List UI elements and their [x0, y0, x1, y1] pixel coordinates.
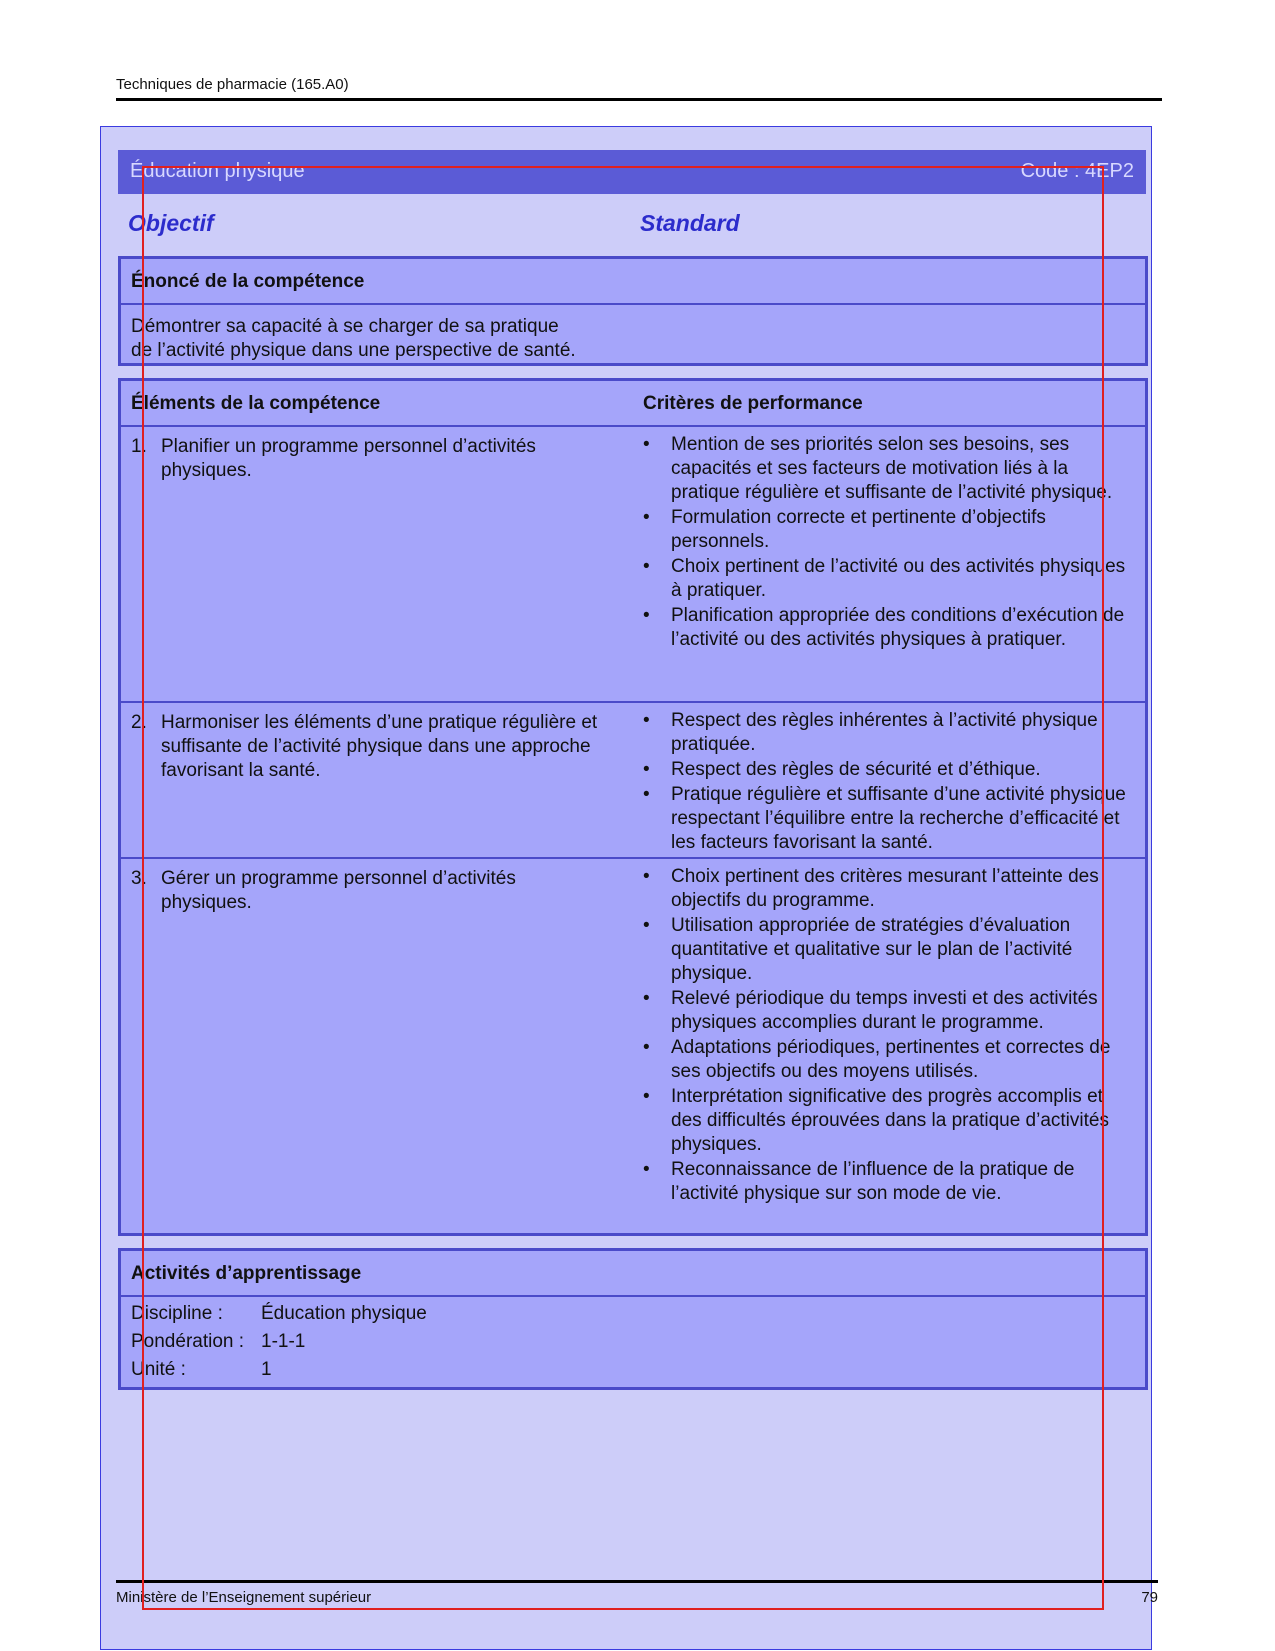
criterion — [643, 783, 1133, 855]
statement-line-2: de l’activité physique dans une perspective de santé. — [131, 340, 576, 361]
bullet-icon: • — [643, 1086, 650, 1107]
ministry-name: Ministère de l’Enseignement supérieur — [116, 1589, 372, 1606]
criterion-text: Choix pertinent des critères mesurant l’atteinte des objectifs du programme. — [671, 866, 1099, 911]
criterion-text: Reconnaissance de l’influence de la pratique de l’activité physique sur son mode de vie. — [671, 1159, 1075, 1204]
page-header — [116, 76, 1162, 101]
activities-header — [121, 1251, 1145, 1297]
criterion-text: Adaptations périodiques, pertinentes et correctes de ses objectifs ou des moyens utilisés. — [671, 1037, 1111, 1082]
course-title: Éducation physique — [130, 160, 305, 182]
criterion-text: Utilisation appropriée de stratégies d’évaluation quantitative et qualitative sur le plan de l’activité physique. — [671, 915, 1073, 984]
bullet-icon: • — [643, 915, 650, 936]
bullet-icon: • — [643, 988, 650, 1009]
discipline-value: Éducation physique — [261, 1303, 427, 1324]
unit-value: 1 — [261, 1359, 272, 1380]
statement-text — [121, 305, 1145, 363]
element-row — [121, 859, 1145, 1233]
elements-box — [118, 378, 1148, 1236]
criterion — [643, 758, 1133, 782]
bullet-icon: • — [643, 556, 650, 577]
criterion-text: Pratique régulière et suffisante d’une activité physique respectant l’équilibre entre la recherche d’efficacité et les facteurs favorisant la santé. — [671, 784, 1126, 853]
statement-heading: Énoncé de la compétence — [131, 271, 365, 292]
statement-line-1: Démontrer sa capacité à se charger de sa pratique — [131, 316, 559, 337]
column-headings — [118, 206, 1146, 240]
element-row — [121, 703, 1145, 859]
unit-label: Unité : — [131, 1359, 186, 1380]
criteria-list — [643, 433, 1133, 653]
criterion — [643, 506, 1133, 554]
bullet-icon: • — [643, 1159, 650, 1180]
bullet-icon: • — [643, 784, 650, 805]
discipline-label: Discipline : — [131, 1303, 223, 1324]
page-footer — [116, 1580, 1158, 1609]
criterion-text: Mention de ses priorités selon ses besoins, ses capacités et ses facteurs de motivation liés à la pratique régulière et suffisante de l’activité physique. — [671, 434, 1113, 503]
activities-heading: Activités d’apprentissage — [131, 1263, 362, 1284]
weighting-value: 1-1-1 — [261, 1331, 306, 1352]
criterion — [643, 604, 1133, 652]
objective-heading: Objectif — [128, 210, 214, 236]
criterion — [643, 433, 1133, 505]
activities-details — [121, 1297, 1145, 1385]
discipline-line — [121, 1301, 1145, 1329]
program-title: Techniques de pharmacie (165.A0) — [116, 76, 349, 93]
criterion-text: Formulation correcte et pertinente d’objectifs personnels. — [671, 507, 1046, 552]
criterion-text: Respect des règles inhérentes à l’activité physique pratiquée. — [671, 710, 1098, 755]
criteria-list — [643, 865, 1133, 1207]
statement-box — [118, 256, 1148, 366]
criterion-text: Interprétation significative des progrès accomplis et des difficultés éprouvées dans la pratique d’activités physiques. — [671, 1086, 1109, 1155]
element-text: Gérer un programme personnel d’activités physiques. — [161, 868, 516, 913]
element-number: 1. — [131, 436, 147, 457]
criterion — [643, 987, 1133, 1035]
weighting-line — [121, 1329, 1145, 1357]
elements-header — [121, 381, 1145, 427]
unit-line — [121, 1357, 1145, 1385]
criterion-text: Respect des règles de sécurité et d’éthique. — [671, 759, 1041, 780]
criterion — [643, 1158, 1133, 1206]
weighting-label: Pondération : — [131, 1331, 245, 1352]
course-code: Code : 4EP2 — [1020, 160, 1134, 182]
criterion-text: Relevé périodique du temps investi et des activités physiques accomplies durant le programme. — [671, 988, 1098, 1033]
title-bar — [118, 150, 1146, 194]
bullet-icon: • — [643, 759, 650, 780]
criterion — [643, 1036, 1133, 1084]
bullet-icon: • — [643, 710, 650, 731]
criteria-heading: Critères de performance — [643, 393, 863, 414]
bullet-icon: • — [643, 507, 650, 528]
element-number: 3. — [131, 868, 147, 889]
element-number: 2. — [131, 712, 147, 733]
bullet-icon: • — [643, 1037, 650, 1058]
element-text: Harmoniser les éléments d’une pratique régulière et suffisante de l’activité physique dans une approche favorisant la santé. — [161, 712, 598, 781]
element-row — [121, 427, 1145, 703]
criterion-text: Planification appropriée des conditions d’exécution de l’activité ou des activités physiques à pratiquer. — [671, 605, 1125, 650]
bullet-icon: • — [643, 605, 650, 626]
page-number: 79 — [1141, 1589, 1158, 1606]
criterion — [643, 914, 1133, 986]
element-text: Planifier un programme personnel d’activités physiques. — [161, 436, 536, 481]
criteria-list — [643, 709, 1133, 856]
criterion — [643, 865, 1133, 913]
criterion — [643, 555, 1133, 603]
activities-box — [118, 1248, 1148, 1390]
statement-header — [121, 259, 1145, 305]
bullet-icon: • — [643, 434, 650, 455]
standard-heading: Standard — [640, 210, 740, 236]
criterion — [643, 709, 1133, 757]
elements-heading: Éléments de la compétence — [131, 393, 381, 414]
criterion-text: Choix pertinent de l’activité ou des activités physiques à pratiquer. — [671, 556, 1126, 601]
bullet-icon: • — [643, 866, 650, 887]
criterion — [643, 1085, 1133, 1157]
